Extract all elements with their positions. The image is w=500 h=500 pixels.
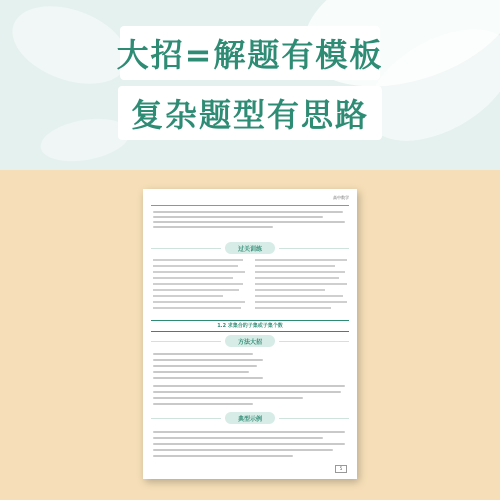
text-line [153, 353, 253, 355]
section-label: 过关训练 [225, 242, 275, 254]
section-label: 典型示例 [225, 412, 275, 424]
text-line [153, 211, 343, 213]
section-rule [151, 248, 221, 249]
text-line [255, 289, 325, 291]
text-line [153, 391, 341, 393]
text-line [255, 271, 345, 273]
text-line [153, 289, 239, 291]
section-rule [279, 418, 349, 419]
text-line [255, 283, 347, 285]
text-line [255, 259, 347, 261]
text-line [153, 359, 263, 361]
text-line [153, 216, 323, 218]
text-line [153, 301, 245, 303]
text-line [153, 371, 249, 373]
section-rule [279, 341, 349, 342]
section-rule [151, 418, 221, 419]
section-heading-1 [143, 241, 357, 255]
section-rule [151, 341, 221, 342]
text-line [153, 377, 263, 379]
text-line [153, 455, 293, 457]
text-line [153, 295, 223, 297]
text-line [153, 385, 345, 387]
text-line [255, 295, 343, 297]
banner-area [0, 0, 500, 170]
text-line [255, 301, 347, 303]
text-line [153, 397, 303, 399]
headline-2: 复杂题型有思路 [130, 96, 369, 134]
text-line [153, 221, 345, 223]
book-page-preview [143, 189, 357, 479]
text-line [255, 277, 339, 279]
section-heading-2 [143, 334, 357, 348]
text-line [255, 307, 331, 309]
text-line [153, 307, 241, 309]
text-line [153, 431, 345, 433]
text-line [153, 403, 253, 405]
text-line [153, 277, 233, 279]
text-line [153, 283, 243, 285]
text-line [153, 443, 345, 445]
text-line [153, 265, 238, 267]
text-line [153, 437, 323, 439]
headline-band-1 [116, 26, 384, 80]
text-line [153, 271, 245, 273]
text-line [153, 365, 257, 367]
section-heading-3 [143, 411, 357, 425]
page-number: 5 [335, 465, 347, 473]
text-line [153, 226, 273, 228]
text-line [255, 265, 335, 267]
header-divider [151, 205, 349, 206]
headline-band-2 [118, 86, 382, 140]
text-line [153, 259, 243, 261]
chapter-title: 1.2 求集合的子集或子集个数 [151, 320, 349, 332]
page-header: 高中数学 [333, 195, 349, 200]
section-rule [279, 248, 349, 249]
headline-1: 大招=解题有模板 [116, 36, 384, 74]
text-line [153, 449, 333, 451]
section-label: 方法大招 [225, 335, 275, 347]
